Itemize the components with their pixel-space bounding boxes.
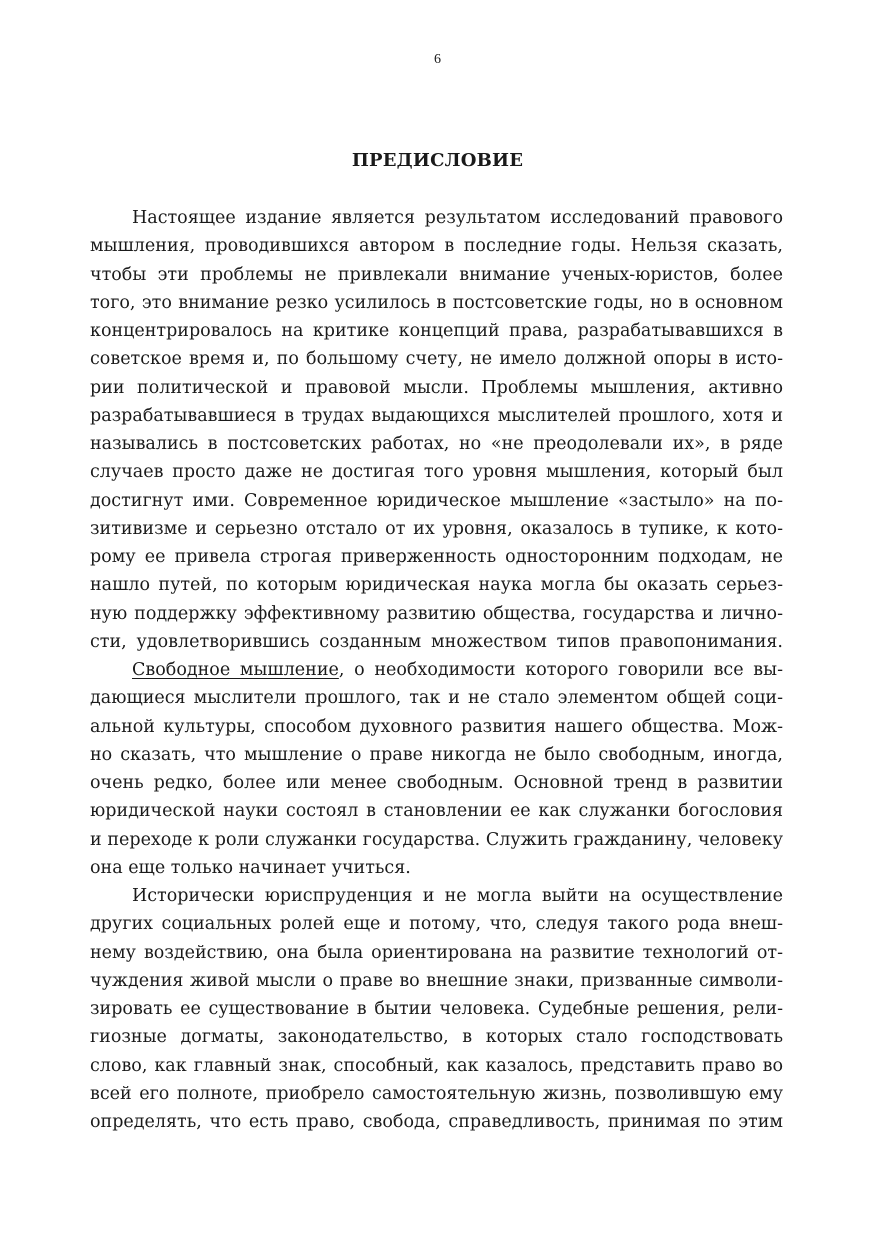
text-line: она еще только начинает учиться. [90, 857, 411, 878]
body-text [90, 204, 783, 1136]
text-line: чуждения живой мысли о праве во внешние знаки, призванные символи- [90, 970, 783, 991]
text-line: очень редко, более или менее свободным. Основной тренд в развитии [90, 773, 783, 793]
text-line: чтобы эти проблемы не привлекали внимание ученых-юристов, более [90, 264, 783, 285]
section-heading: ПРЕДИСЛОВИЕ [351, 150, 524, 171]
text-line: нашло путей, по которым юридическая наука могла бы оказать серьез- [90, 575, 783, 596]
text-line: определять, что есть право, свобода, справедливость, принимая по этим [90, 1112, 783, 1132]
text-line: дающиеся мыслители прошлого, так и не стало элементом общей соци- [90, 688, 783, 709]
text-line: зировать ее существование в бытии человека. Судебные решения, рели- [90, 999, 783, 1019]
text-line: ную поддержку эффективному развитию общества, государства и лично- [90, 603, 783, 624]
text-line: всей его полноте, приобрело самостоятельную жизнь, позволившую ему [90, 1083, 783, 1104]
text-line: советское время и, по большому счету, не имело должной опоры в исто- [90, 349, 783, 370]
text-line: сти, удовлетворившись созданным множеством типов правопонимания. [90, 631, 783, 652]
text-line: других социальных ролей еще и потому, что, следуя такого рода внеш- [90, 914, 783, 935]
text-line: рии политической и правовой мысли. Проблемы мышления, активно [90, 377, 783, 398]
text-line [90, 656, 783, 684]
text-line: гиозные догматы, законодательство, в которых стало господствовать [90, 1027, 783, 1048]
text-line: случаев просто даже не достигая того уровня мышления, который был [90, 462, 783, 483]
text-line: юридической науки состоял в становлении ее как служанки богословия [90, 801, 783, 822]
text-line: того, это внимание резко усилилось в постсоветские годы, но в основном [90, 292, 783, 313]
text-line: концентрировалось на критике концепций права, разрабатывавшихся в [90, 321, 783, 341]
text-line: и переходе к роли служанки государства. Служить гражданину, человеку [90, 829, 783, 850]
text-line: достигнут ими. Современное юридическое мышление «застыло» на по- [90, 490, 783, 511]
text-line: назывались в постсоветских работах, но «не преодолевали их», в ряде [90, 434, 783, 454]
text-line: рому ее привела строгая приверженность односторонним подходам, не [90, 547, 783, 567]
text-line: но сказать, что мышление о праве никогда не было свободным, иногда, [90, 744, 783, 765]
page-number: 6 [434, 52, 441, 67]
text-fragment: , о необходимости которого говорили все вы- [338, 660, 783, 680]
text-line: Исторически юриспруденция и не могла выйти на осуществление [132, 886, 783, 906]
text-line: Настоящее издание является результатом исследований правового [132, 208, 783, 228]
underlined-term: Свободное мышление [132, 660, 339, 680]
text-line: слово, как главный знак, способный, как казалось, представить право во [90, 1055, 783, 1076]
text-line: нему воздействию, она была ориентирована на развитие технологий от- [90, 942, 783, 963]
text-line: альной культуры, способом духовного развития нашего общества. Мож- [90, 716, 783, 737]
text-line: мышления, проводившихся автором в последние годы. Нельзя сказать, [90, 236, 783, 257]
text-line: зитивизме и серьезно отстало от их уровня, оказалось в тупике, к кото- [90, 518, 783, 539]
text-line: разрабатывавшиеся в трудах выдающихся мыслителей прошлого, хотя и [90, 405, 783, 426]
